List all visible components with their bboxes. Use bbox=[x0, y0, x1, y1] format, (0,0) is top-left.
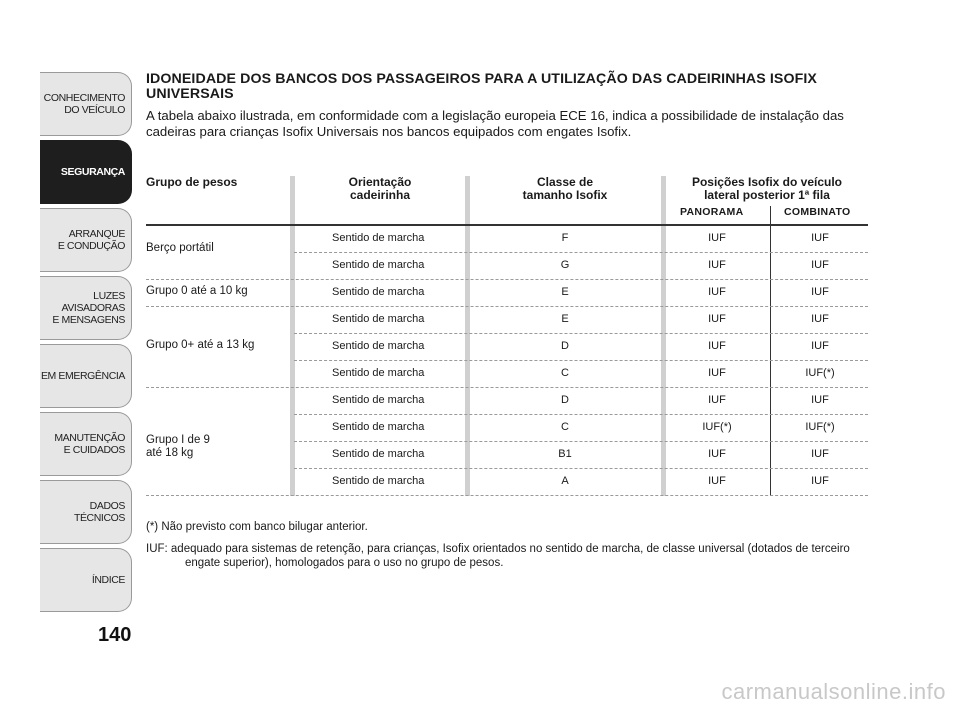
tab-em-emergencia[interactable]: EM EMERGÊNCIA bbox=[40, 344, 132, 408]
page-title: IDONEIDADE DOS BANCOS DOS PASSAGEIROS PARA A UTILIZAÇÃO DAS CADEIRINHAS ISOFIX UNIVERSAIS bbox=[146, 71, 817, 102]
header-group: Grupo de pesos bbox=[146, 175, 238, 189]
cell-combinato: IUF bbox=[811, 259, 829, 271]
row-separator bbox=[294, 468, 868, 469]
cell-orientation: Sentido de marcha bbox=[332, 340, 425, 352]
header-size-class: Classe de tamanho Isofix bbox=[522, 175, 608, 202]
tab-dados-tecnicos[interactable]: DADOS TÉCNICOS bbox=[40, 480, 132, 544]
cell-panorama: IUF bbox=[708, 340, 726, 352]
cell-orientation: Sentido de marcha bbox=[332, 448, 425, 460]
cell-panorama: IUF bbox=[708, 394, 726, 406]
tab-manutencao-e-cuidados[interactable]: MANUTENÇÃO E CUIDADOS bbox=[40, 412, 132, 476]
tab-seguranca[interactable]: SEGURANÇA bbox=[40, 140, 132, 204]
cell-panorama: IUF(*) bbox=[702, 421, 732, 433]
column-divider bbox=[770, 206, 771, 496]
tab-arranque-e-conducao[interactable]: ARRANQUE E CONDUÇÃO bbox=[40, 208, 132, 272]
page-number: 140 bbox=[98, 624, 132, 646]
footnote-asterisk: (*) Não previsto com banco bilugar anterior. bbox=[146, 521, 368, 533]
cell-combinato: IUF bbox=[811, 232, 829, 244]
cell-size-class: F bbox=[561, 232, 569, 244]
row-separator bbox=[294, 441, 868, 442]
cell-orientation: Sentido de marcha bbox=[332, 286, 425, 298]
intro-paragraph: A tabela abaixo ilustrada, em conformidade com a legislação europeia ECE 16, indica a possibilidade de instalação das cadeiras para crianças Isofix Universais nos bancos equipados com engates Isofix. bbox=[146, 108, 844, 139]
group-i: Grupo I de 9 até 18 kg bbox=[146, 434, 210, 459]
watermark: carmanualsonline.info bbox=[721, 679, 946, 704]
cell-orientation: Sentido de marcha bbox=[332, 232, 425, 244]
row-separator bbox=[146, 495, 868, 496]
cell-size-class: D bbox=[561, 340, 569, 352]
tab-indice[interactable]: ÍNDICE bbox=[40, 548, 132, 612]
row-separator bbox=[146, 387, 868, 388]
cell-size-class: G bbox=[560, 259, 570, 271]
row-separator bbox=[146, 279, 868, 280]
cell-orientation: Sentido de marcha bbox=[332, 313, 425, 325]
cell-size-class: E bbox=[561, 286, 569, 298]
group-berco-portatil: Berço portátil bbox=[146, 242, 214, 254]
cell-combinato: IUF bbox=[811, 394, 829, 406]
cell-combinato: IUF(*) bbox=[805, 367, 835, 379]
cell-size-class: D bbox=[561, 394, 569, 406]
cell-panorama: IUF bbox=[708, 259, 726, 271]
cell-orientation: Sentido de marcha bbox=[332, 259, 425, 271]
cell-size-class: A bbox=[561, 475, 569, 487]
cell-panorama: IUF bbox=[708, 475, 726, 487]
cell-orientation: Sentido de marcha bbox=[332, 367, 425, 379]
cell-combinato: IUF bbox=[811, 286, 829, 298]
row-separator bbox=[294, 252, 868, 253]
cell-orientation: Sentido de marcha bbox=[332, 421, 425, 433]
row-separator bbox=[294, 360, 868, 361]
header-positions: Posições Isofix do veículo lateral posterior 1ª fila bbox=[691, 175, 843, 202]
row-separator bbox=[146, 306, 868, 307]
row-separator bbox=[294, 414, 868, 415]
cell-combinato: IUF bbox=[811, 340, 829, 352]
cell-combinato: IUF bbox=[811, 448, 829, 460]
cell-size-class: B1 bbox=[558, 448, 572, 460]
main-content bbox=[146, 72, 868, 140]
row-separator bbox=[294, 333, 868, 334]
cell-size-class: C bbox=[561, 421, 569, 433]
footnote-iuf: IUF: adequado para sistemas de retenção, para crianças, Isofix orientados no sentido de marcha, de classe universal (dotados de terceiro engate superior), homologados para o uso no grupo de pesos. bbox=[146, 543, 850, 569]
group-0-plus: Grupo 0+ até a 13 kg bbox=[146, 339, 255, 351]
chapter-sidebar bbox=[40, 72, 132, 616]
cell-combinato: IUF(*) bbox=[805, 421, 835, 433]
header-orientation: Orientação cadeirinha bbox=[348, 175, 412, 202]
cell-panorama: IUF bbox=[708, 448, 726, 460]
tab-conhecimento-do-veiculo[interactable]: CONHECIMENTO DO VEÍCULO bbox=[40, 72, 132, 136]
cell-size-class: E bbox=[561, 313, 569, 325]
cell-panorama: IUF bbox=[708, 367, 726, 379]
cell-orientation: Sentido de marcha bbox=[332, 394, 425, 406]
header-panorama: PANORAMA bbox=[680, 206, 744, 218]
cell-size-class: C bbox=[561, 367, 569, 379]
group-0: Grupo 0 até a 10 kg bbox=[146, 285, 248, 297]
isofix-table bbox=[146, 174, 868, 496]
cell-combinato: IUF bbox=[811, 313, 829, 325]
header-combinato: COMBINATO bbox=[784, 206, 851, 218]
cell-orientation: Sentido de marcha bbox=[332, 475, 425, 487]
cell-panorama: IUF bbox=[708, 286, 726, 298]
footnotes bbox=[146, 520, 868, 570]
header-rule bbox=[146, 224, 868, 226]
tab-luzes-avisadoras[interactable]: LUZES AVISADORAS E MENSAGENS bbox=[40, 276, 132, 340]
cell-panorama: IUF bbox=[708, 232, 726, 244]
cell-panorama: IUF bbox=[708, 313, 726, 325]
cell-combinato: IUF bbox=[811, 475, 829, 487]
